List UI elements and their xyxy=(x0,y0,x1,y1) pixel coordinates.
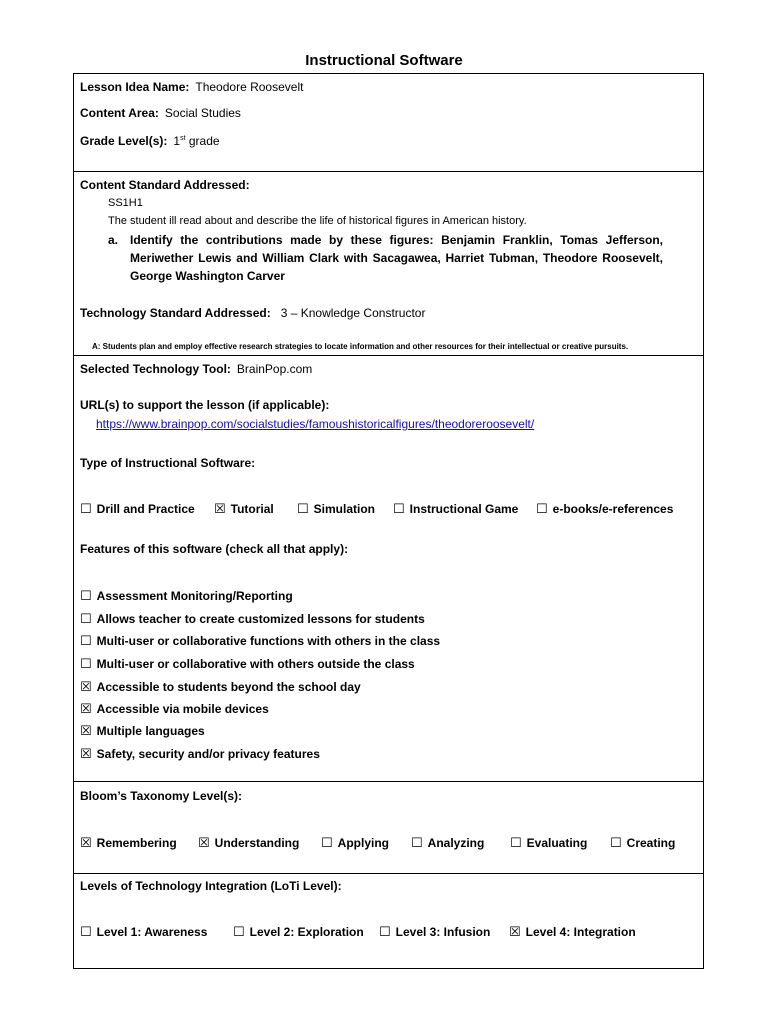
blooms-option-label: Understanding xyxy=(214,836,300,850)
loti-option-label: Level 3: Infusion xyxy=(395,925,491,939)
type-option-label: Simulation xyxy=(313,502,375,516)
grade-word: grade xyxy=(185,134,220,148)
type-option-simulation[interactable] xyxy=(297,501,375,517)
lesson-idea-row xyxy=(80,80,303,94)
blooms-option-label: Analyzing xyxy=(427,836,485,850)
blooms-option-label: Creating xyxy=(626,836,676,850)
standard-item-marker: a. xyxy=(108,233,119,247)
feature-label: Safety, security and/or privacy features xyxy=(96,747,320,761)
checkbox-checked-icon[interactable]: ☒ xyxy=(198,835,210,850)
blooms-option-remembering[interactable] xyxy=(80,835,177,851)
checkbox-icon[interactable]: ☐ xyxy=(80,633,92,648)
blooms-option-label: Applying xyxy=(337,836,389,850)
blooms-option-evaluating[interactable] xyxy=(510,835,587,851)
checkbox-icon[interactable]: ☐ xyxy=(80,588,92,603)
checkbox-checked-icon[interactable]: ☒ xyxy=(80,746,92,761)
standard-item xyxy=(108,231,663,285)
loti-option-label: Level 1: Awareness xyxy=(96,925,208,939)
grade-suffix: st xyxy=(180,135,186,142)
tech-standard-label: Technology Standard Addressed: xyxy=(80,306,271,320)
content-area-row xyxy=(80,106,241,120)
tool-section xyxy=(74,356,703,782)
feature-item[interactable] xyxy=(80,633,440,649)
grade-level-value xyxy=(173,134,219,148)
standard-code: SS1H1 xyxy=(108,197,143,209)
type-option-drill[interactable] xyxy=(80,501,195,517)
checkbox-checked-icon[interactable]: ☒ xyxy=(509,924,521,939)
checkbox-checked-icon[interactable]: ☒ xyxy=(80,835,92,850)
checkbox-icon[interactable]: ☐ xyxy=(536,501,548,516)
loti-section xyxy=(74,874,703,968)
type-option-ebooks[interactable] xyxy=(536,501,673,517)
type-option-tutorial[interactable] xyxy=(214,501,274,517)
feature-label: Multiple languages xyxy=(96,724,205,738)
document-title: Instructional Software xyxy=(305,52,463,69)
blooms-option-applying[interactable] xyxy=(321,835,389,851)
type-option-label: Tutorial xyxy=(230,502,274,516)
feature-item[interactable] xyxy=(80,611,425,627)
feature-item[interactable] xyxy=(80,701,269,717)
checkbox-icon[interactable]: ☐ xyxy=(510,835,522,850)
feature-label: Multi-user or collaborative with others outside the class xyxy=(96,657,415,671)
checkbox-icon[interactable]: ☐ xyxy=(321,835,333,850)
content-area-label: Content Area: xyxy=(80,106,159,120)
blooms-option-understanding[interactable] xyxy=(198,835,299,851)
checkbox-icon[interactable]: ☐ xyxy=(393,501,405,516)
tech-standard-row xyxy=(80,306,425,320)
content-area-value: Social Studies xyxy=(164,106,241,120)
loti-option-level4[interactable] xyxy=(509,924,636,940)
blooms-section xyxy=(74,782,703,874)
loti-option-level1[interactable] xyxy=(80,924,207,940)
loti-option-level2[interactable] xyxy=(233,924,364,940)
tool-row xyxy=(80,362,312,376)
feature-item[interactable] xyxy=(80,588,293,604)
blooms-option-creating[interactable] xyxy=(610,835,675,851)
checkbox-icon[interactable]: ☐ xyxy=(80,656,92,671)
lesson-url-link[interactable]: https://www.brainpop.com/socialstudies/famoushistoricalfigures/theodoreroosevelt/ xyxy=(96,417,535,431)
blooms-label: Bloom’s Taxonomy Level(s): xyxy=(80,789,243,803)
type-option-label: Drill and Practice xyxy=(96,502,195,516)
checkbox-checked-icon[interactable]: ☒ xyxy=(214,501,226,516)
checkbox-icon[interactable]: ☐ xyxy=(233,924,245,939)
grade-level-label: Grade Level(s): xyxy=(80,134,168,148)
standards-section xyxy=(74,172,703,356)
checkbox-checked-icon[interactable]: ☒ xyxy=(80,723,92,738)
feature-item[interactable] xyxy=(80,746,320,762)
grade-level-row xyxy=(80,134,220,148)
blooms-option-analyzing[interactable] xyxy=(411,835,484,851)
feature-label: Allows teacher to create customized lessons for students xyxy=(96,612,425,626)
loti-option-label: Level 2: Exploration xyxy=(249,925,364,939)
checkbox-icon[interactable]: ☐ xyxy=(610,835,622,850)
lesson-idea-value: Theodore Roosevelt xyxy=(195,80,304,94)
lesson-idea-label: Lesson Idea Name: xyxy=(80,80,190,94)
feature-label: Assessment Monitoring/Reporting xyxy=(96,589,293,603)
standard-item-text: Identify the contributions made by these figures: Benjamin Franklin, Tomas Jefferson, Meriwether Lewis and William Clark with Sacagawea, Harriet Tubman, Theodore Roosevelt, George Washington Carver xyxy=(130,233,663,283)
loti-label: Levels of Technology Integration (LoTi Level): xyxy=(80,879,342,893)
features-label: Features of this software (check all that apply): xyxy=(80,542,349,556)
lesson-info-section xyxy=(74,74,703,172)
tech-standard-note: A: Students plan and employ effective research strategies to locate information and other resources for their intellectual or creative pursuits. xyxy=(92,342,629,351)
grade-number: 1 xyxy=(173,134,181,148)
checkbox-icon[interactable]: ☐ xyxy=(80,924,92,939)
software-type-label: Type of Instructional Software: xyxy=(80,456,256,470)
checkbox-icon[interactable]: ☐ xyxy=(411,835,423,850)
form-frame xyxy=(73,73,704,969)
checkbox-icon[interactable]: ☐ xyxy=(80,501,92,516)
checkbox-icon[interactable]: ☐ xyxy=(379,924,391,939)
tool-value: BrainPop.com xyxy=(236,362,313,376)
tool-label: Selected Technology Tool: xyxy=(80,362,231,376)
content-standard-label: Content Standard Addressed: xyxy=(80,178,250,192)
type-option-game[interactable] xyxy=(393,501,518,517)
checkbox-checked-icon[interactable]: ☒ xyxy=(80,679,92,694)
type-option-label: e-books/e-references xyxy=(552,502,674,516)
feature-label: Accessible via mobile devices xyxy=(96,702,269,716)
tech-standard-value: 3 – Knowledge Constructor xyxy=(280,306,426,320)
checkbox-icon[interactable]: ☐ xyxy=(297,501,309,516)
blooms-option-label: Remembering xyxy=(96,836,177,850)
feature-item[interactable] xyxy=(80,679,361,695)
blooms-option-label: Evaluating xyxy=(526,836,588,850)
loti-option-level3[interactable] xyxy=(379,924,490,940)
feature-item[interactable] xyxy=(80,656,415,672)
checkbox-checked-icon[interactable]: ☒ xyxy=(80,701,92,716)
feature-label: Accessible to students beyond the school day xyxy=(96,680,361,694)
loti-option-label: Level 4: Integration xyxy=(525,925,636,939)
feature-label: Multi-user or collaborative functions with others in the class xyxy=(96,634,441,648)
url-label: URL(s) to support the lesson (if applicable): xyxy=(80,398,330,412)
checkbox-icon[interactable]: ☐ xyxy=(80,611,92,626)
feature-item[interactable] xyxy=(80,723,205,739)
type-option-label: Instructional Game xyxy=(409,502,519,516)
standard-description: The student ill read about and describe the life of historical figures in American history. xyxy=(108,215,527,227)
